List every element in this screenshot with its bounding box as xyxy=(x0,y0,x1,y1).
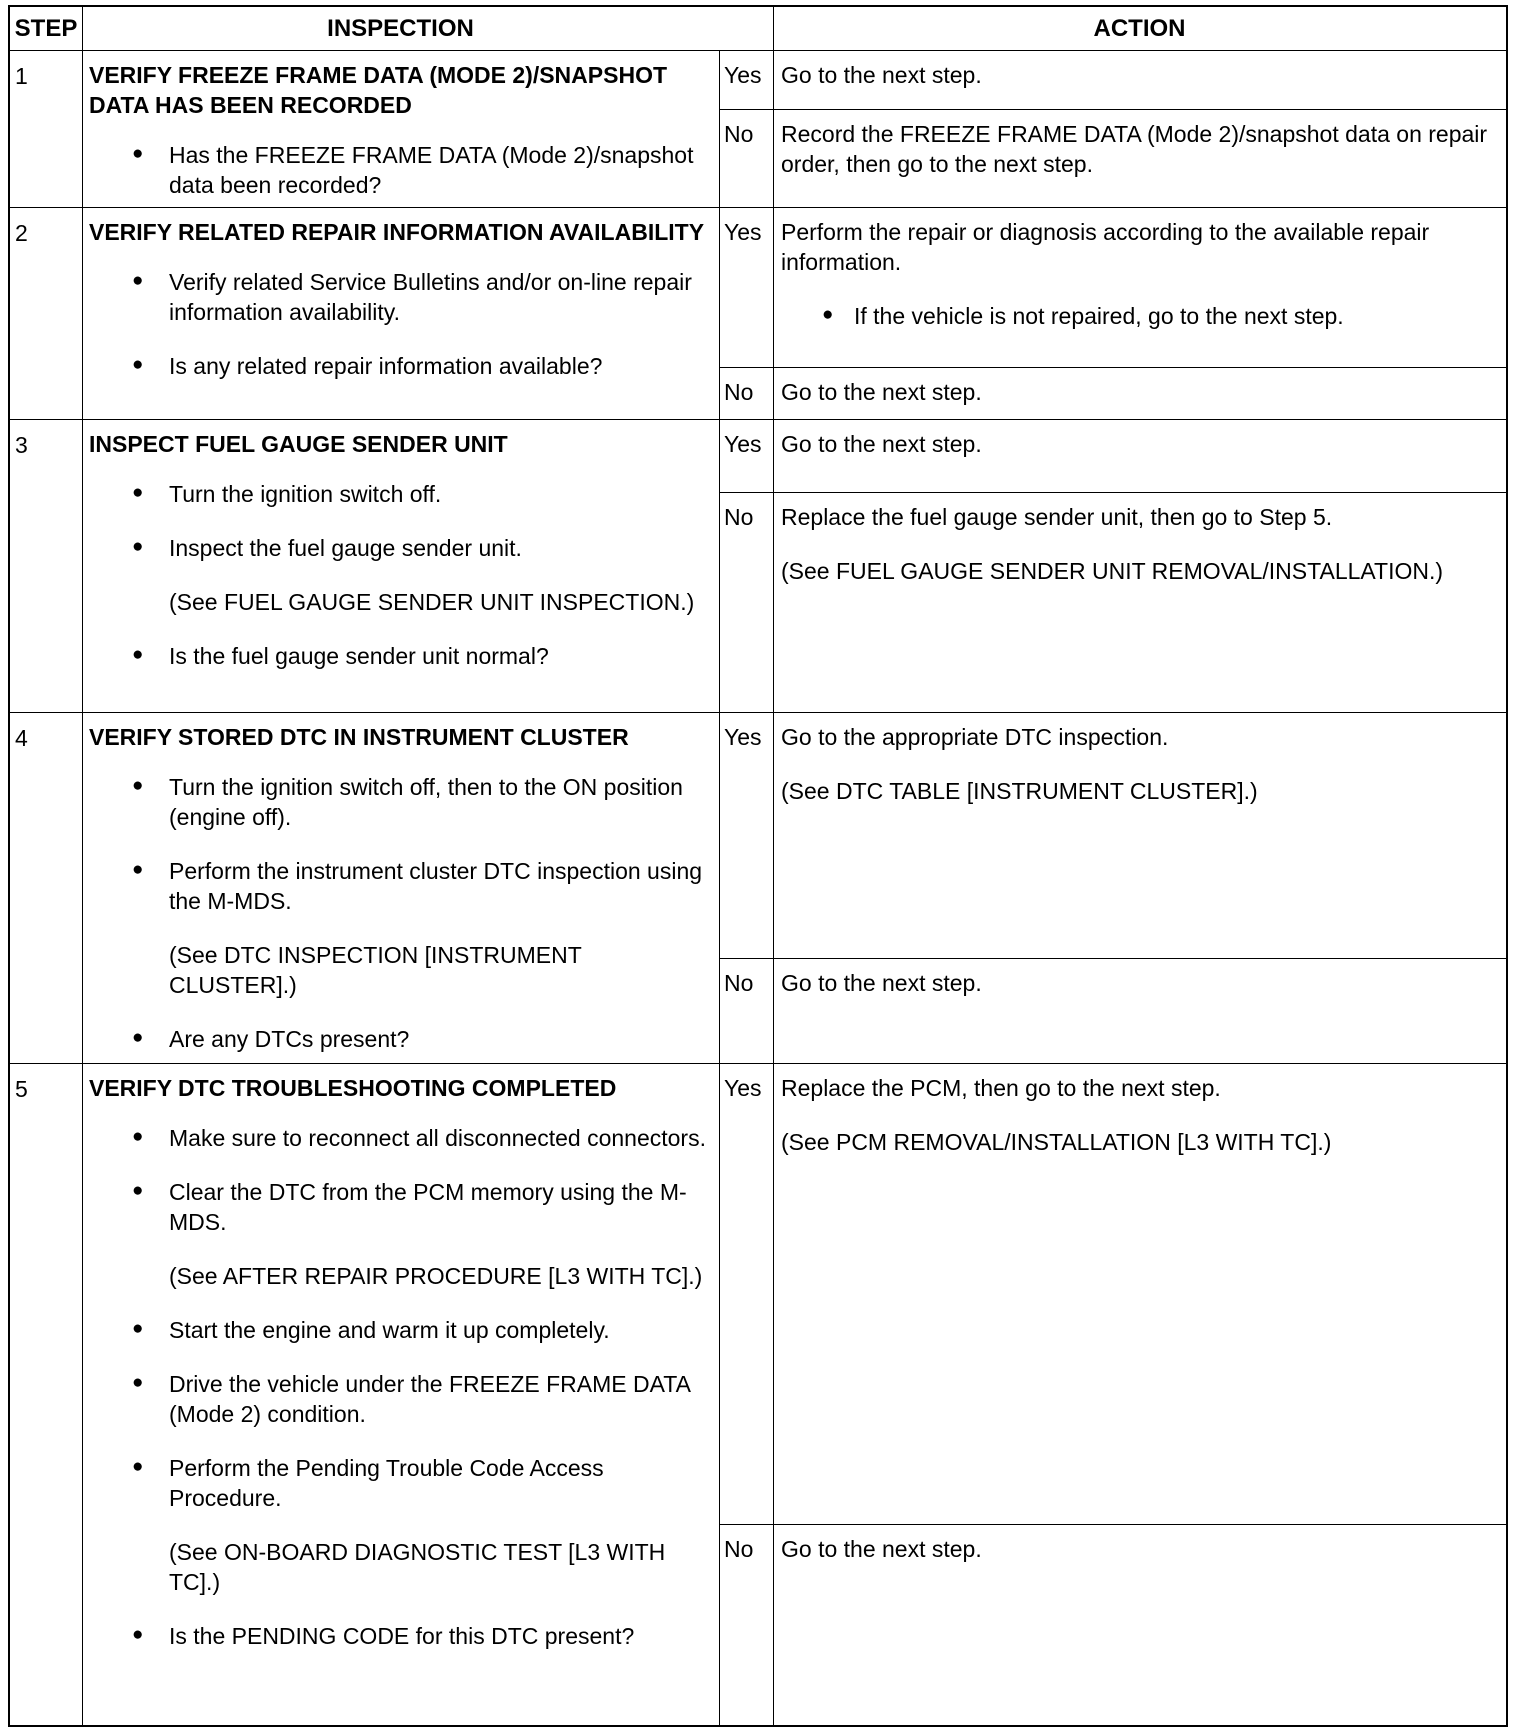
inspection-bullet: ● Inspect the fuel gauge sender unit. xyxy=(89,533,715,563)
step-title: INSPECT FUEL GAUGE SENDER UNIT xyxy=(89,431,508,457)
inspection-cell xyxy=(83,420,719,695)
step-number: 4 xyxy=(15,725,28,751)
no-label: No xyxy=(724,504,754,530)
step-title: VERIFY FREEZE FRAME DATA (MODE 2)/SNAPSHOT DATA HAS BEEN RECORDED xyxy=(89,62,668,118)
inspection-bullet: ● Perform the Pending Trouble Code Access Procedure. xyxy=(89,1453,715,1513)
yes-label: Yes xyxy=(724,219,762,245)
inspection-bullet: ● Is the PENDING CODE for this DTC present? xyxy=(89,1621,715,1651)
action-text: Go to the next step. xyxy=(781,379,982,405)
inspection-bullet: ● Has the FREEZE FRAME DATA (Mode 2)/snapshot data been recorded? xyxy=(89,140,715,200)
inspection-bullet: ● Verify related Service Bulletins and/or on-line repair information availability. xyxy=(89,267,715,327)
action-text: Go to the next step. xyxy=(781,1536,982,1562)
header-inspection: INSPECTION xyxy=(327,14,474,42)
inspection-bullet: ● Turn the ignition switch off, then to the ON position (engine off). xyxy=(89,772,715,832)
action-text: Replace the PCM, then go to the next step. xyxy=(781,1075,1221,1101)
action-reference: (See DTC TABLE [INSTRUMENT CLUSTER].) xyxy=(781,778,1258,804)
step-number: 1 xyxy=(15,63,28,89)
yes-action xyxy=(774,51,1506,114)
action-text: Replace the fuel gauge sender unit, then go to Step 5. xyxy=(781,504,1333,530)
action-text: Perform the repair or diagnosis according to the available repair information. xyxy=(781,219,1430,275)
yes-label: Yes xyxy=(724,62,762,88)
no-label: No xyxy=(724,970,754,996)
action-reference: (See FUEL GAUGE SENDER UNIT REMOVAL/INSTALLATION.) xyxy=(781,558,1444,584)
header-action: ACTION xyxy=(1093,14,1186,42)
action-text: Record the FREEZE FRAME DATA (Mode 2)/snapshot data on repair order, then go to the next step. xyxy=(781,121,1488,177)
step-title: VERIFY RELATED REPAIR INFORMATION AVAILABILITY xyxy=(89,219,705,245)
no-action xyxy=(774,110,1506,203)
column-divider xyxy=(719,50,720,1725)
step-number: 5 xyxy=(15,1076,28,1102)
action-text: Go to the next step. xyxy=(781,970,982,996)
action-bullet: ● If the vehicle is not repaired, go to the next step. xyxy=(781,301,1498,331)
reference-note: (See AFTER REPAIR PROCEDURE [L3 WITH TC].) xyxy=(169,1263,703,1289)
step-title: VERIFY STORED DTC IN INSTRUMENT CLUSTER xyxy=(89,724,629,750)
action-text: Go to the next step. xyxy=(781,62,982,88)
step-number: 2 xyxy=(15,220,28,246)
step-title: VERIFY DTC TROUBLESHOOTING COMPLETED xyxy=(89,1075,617,1101)
header-step: STEP xyxy=(14,14,78,42)
inspection-cell xyxy=(83,713,719,1078)
inspection-bullet: ● Make sure to reconnect all disconnected connectors. xyxy=(89,1123,715,1153)
action-text: Go to the appropriate DTC inspection. xyxy=(781,724,1169,750)
yes-label: Yes xyxy=(724,724,762,750)
no-label: No xyxy=(724,121,754,147)
reference-note: (See FUEL GAUGE SENDER UNIT INSPECTION.) xyxy=(169,589,695,615)
action-reference: (See PCM REMOVAL/INSTALLATION [L3 WITH TC].) xyxy=(781,1129,1332,1155)
inspection-bullet: ● Drive the vehicle under the FREEZE FRAME DATA (Mode 2) condition. xyxy=(89,1369,715,1429)
inspection-bullet: ● Is any related repair information available? xyxy=(89,351,715,381)
no-label: No xyxy=(724,379,754,405)
inspection-bullet: ● Turn the ignition switch off. xyxy=(89,479,715,509)
yes-action xyxy=(774,713,1506,830)
inspection-bullet: ● Perform the instrument cluster DTC inspection using the M-MDS. xyxy=(89,856,715,916)
reference-note: (See DTC INSPECTION [INSTRUMENT CLUSTER].) xyxy=(169,942,582,998)
reference-note: (See ON-BOARD DIAGNOSTIC TEST [L3 WITH TC].) xyxy=(169,1539,666,1595)
no-action xyxy=(774,493,1506,610)
yes-label: Yes xyxy=(724,431,762,457)
yes-action xyxy=(774,1064,1506,1181)
inspection-bullet: ● Clear the DTC from the PCM memory using the M-MDS. xyxy=(89,1177,715,1237)
step-number: 3 xyxy=(15,432,28,458)
no-label: No xyxy=(724,1536,754,1562)
inspection-bullet: ● Are any DTCs present? xyxy=(89,1024,715,1054)
inspection-cell xyxy=(83,51,719,224)
no-action xyxy=(774,959,1506,1022)
inspection-bullet: ● Is the fuel gauge sender unit normal? xyxy=(89,641,715,671)
yes-action xyxy=(774,208,1506,355)
yes-action xyxy=(774,420,1506,483)
action-text: Go to the next step. xyxy=(781,431,982,457)
inspection-cell xyxy=(83,208,719,405)
inspection-bullet: ● Start the engine and warm it up completely. xyxy=(89,1315,715,1345)
yes-label: Yes xyxy=(724,1075,762,1101)
inspection-cell xyxy=(83,1064,719,1675)
diagnostic-procedure-table xyxy=(8,5,1508,1727)
no-action xyxy=(774,1525,1506,1588)
